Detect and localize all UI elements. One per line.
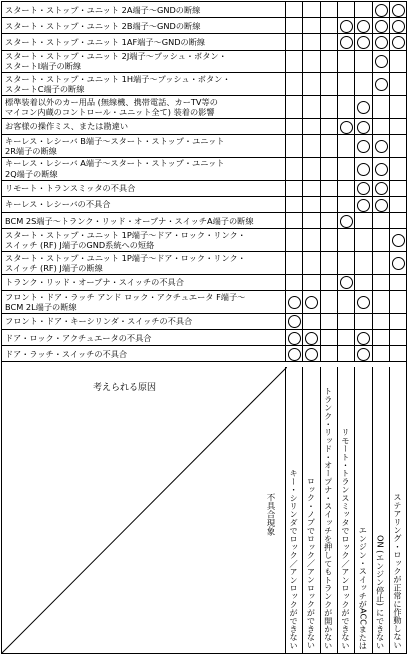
mark-cell <box>389 73 406 95</box>
mark-cell <box>372 314 389 329</box>
circle-mark-icon <box>392 234 405 247</box>
mark-cell <box>372 197 389 212</box>
cause-text-line: スタート・ストップ・ユニット 2A端子～GNDの断線 <box>5 4 201 15</box>
mark-cell <box>320 96 337 118</box>
circle-mark-icon <box>375 36 388 49</box>
cause-text-line: キーレス・レシーバ B端子～スタート・ストップ・ユニット <box>5 135 225 146</box>
mark-cell <box>302 346 319 361</box>
mark-cell <box>320 314 337 329</box>
mark-cell <box>372 135 389 157</box>
mark-cell <box>302 213 319 228</box>
mark-cell <box>389 18 406 33</box>
cause-text-line: 2R端子の断線 <box>5 146 57 157</box>
mark-cell <box>285 96 302 118</box>
symptom-column <box>354 367 371 653</box>
mark-cell <box>389 291 406 313</box>
mark-cell <box>354 96 371 118</box>
mark-cell <box>320 51 337 73</box>
mark-cell <box>372 34 389 49</box>
mark-cell <box>337 158 354 180</box>
cause-text <box>5 158 283 179</box>
cause-row <box>2 158 406 181</box>
mark-cell <box>354 34 371 49</box>
mark-cell <box>302 2 319 17</box>
circle-mark-icon <box>357 20 370 33</box>
mark-cell <box>302 252 319 274</box>
mark-cell <box>337 34 354 49</box>
mark-cell <box>337 330 354 345</box>
mark-cell <box>354 73 371 95</box>
cause-text <box>5 252 283 273</box>
cause-text-line: お客様の操作ミス、または勘違い <box>5 121 129 132</box>
mark-cell <box>320 197 337 212</box>
mark-cell <box>372 181 389 196</box>
circle-mark-icon <box>357 182 370 195</box>
mark-cell <box>372 252 389 274</box>
mark-cell <box>302 119 319 134</box>
cause-row <box>2 330 406 346</box>
circle-mark-icon <box>305 348 318 361</box>
circle-mark-icon <box>288 348 301 361</box>
symptom-column <box>285 367 302 653</box>
cause-row <box>2 275 406 291</box>
mark-cell <box>285 2 302 17</box>
cause-row <box>2 229 406 252</box>
mark-cell <box>389 158 406 180</box>
cause-row <box>2 96 406 119</box>
mark-cell <box>372 330 389 345</box>
mark-cell <box>285 346 302 361</box>
mark-cell <box>354 346 371 361</box>
circle-mark-icon <box>305 332 318 345</box>
symptom-label: ON (エンジン停止) にできない <box>375 534 386 649</box>
cause-text <box>5 314 283 327</box>
cause-text <box>5 291 283 312</box>
cause-row <box>2 213 406 229</box>
cause-text-line: スタート・ストップ・ユニット 1P端子～ドア・ロック・リンク・ <box>5 229 246 240</box>
mark-cell <box>285 18 302 33</box>
mark-cell <box>302 18 319 33</box>
mark-cell <box>337 73 354 95</box>
mark-cell <box>320 34 337 49</box>
cause-row <box>2 252 406 275</box>
circle-mark-icon <box>357 296 370 309</box>
mark-cell <box>354 135 371 157</box>
mark-cell <box>354 158 371 180</box>
circle-mark-icon <box>375 182 388 195</box>
mark-cell <box>285 275 302 290</box>
mark-cell <box>354 2 371 17</box>
mark-cell <box>354 291 371 313</box>
cause-row <box>2 291 406 314</box>
mark-cell <box>337 346 354 361</box>
mark-cell <box>285 291 302 313</box>
mark-cell <box>285 119 302 134</box>
mark-cell <box>372 229 389 251</box>
mark-cell <box>389 197 406 212</box>
mark-cell <box>302 197 319 212</box>
mark-cell <box>285 51 302 73</box>
cause-text-line: スタート・ストップ・ユニット 1AF端子～GNDの断線 <box>5 36 206 47</box>
cause-row <box>2 51 406 74</box>
mark-cell <box>320 158 337 180</box>
cause-text-line: キーレス・レシーバの不具合 <box>5 199 111 210</box>
cause-row <box>2 314 406 330</box>
circle-mark-icon <box>375 4 388 17</box>
cause-text-line: スタートⅠ端子の断線 <box>5 61 82 72</box>
mark-cell <box>302 96 319 118</box>
circle-mark-icon <box>375 20 388 33</box>
mark-cell <box>389 119 406 134</box>
mark-cell <box>302 330 319 345</box>
mark-cell <box>285 34 302 49</box>
circle-mark-icon <box>375 78 388 91</box>
mark-cell <box>285 158 302 180</box>
symptom-column <box>337 367 354 653</box>
mark-cell <box>337 291 354 313</box>
mark-cell <box>372 96 389 118</box>
mark-cell <box>320 2 337 17</box>
cause-text-line: スイッチ (RF) J端子の断線 <box>5 263 103 273</box>
mark-cell <box>372 291 389 313</box>
mark-cell <box>285 213 302 228</box>
mark-cell <box>337 197 354 212</box>
mark-cell <box>302 291 319 313</box>
cause-text-line: BCM 2S端子～トランク・リッド・オープナ・スイッチA端子の断線 <box>5 215 254 226</box>
mark-cell <box>302 135 319 157</box>
circle-mark-icon <box>392 36 405 49</box>
mark-cell <box>285 197 302 212</box>
mark-cell <box>320 135 337 157</box>
mark-cell <box>389 229 406 251</box>
mark-cell <box>337 314 354 329</box>
cause-text <box>5 51 283 72</box>
circle-mark-icon <box>357 121 370 134</box>
mark-cell <box>337 2 354 17</box>
cause-text <box>5 34 283 47</box>
circle-mark-icon <box>305 296 318 309</box>
mark-cell <box>337 181 354 196</box>
mark-cell <box>320 291 337 313</box>
mark-cell <box>354 213 371 228</box>
cause-text-line: スタート・ストップ・ユニット 2J端子～プッシュ・ボタン・ <box>5 51 227 62</box>
mark-cell <box>337 119 354 134</box>
cause-text <box>5 119 283 132</box>
circle-mark-icon <box>392 4 405 17</box>
circle-mark-icon <box>375 199 388 212</box>
cause-text <box>5 135 283 156</box>
cause-row <box>2 73 406 96</box>
mark-cell <box>372 346 389 361</box>
circle-mark-icon <box>340 20 353 33</box>
mark-cell <box>372 18 389 33</box>
cause-grid <box>2 2 406 362</box>
mark-cell <box>389 314 406 329</box>
symptom-label: トランク・リッド・オープナ・スイッチを押してもトランクが開かない <box>323 386 334 649</box>
cause-row <box>2 135 406 158</box>
circle-mark-icon <box>288 296 301 309</box>
cause-text <box>5 73 283 94</box>
mark-cell <box>337 229 354 251</box>
symptom-label: ロック・ノブでロック／アンロックができない <box>306 476 317 649</box>
mark-cell <box>337 213 354 228</box>
mark-cell <box>372 51 389 73</box>
mark-cell <box>372 213 389 228</box>
circle-mark-icon <box>357 163 370 176</box>
mark-cell <box>302 229 319 251</box>
circle-mark-icon <box>357 348 370 361</box>
symptom-column <box>372 367 389 653</box>
mark-cell <box>389 34 406 49</box>
mark-cell <box>302 158 319 180</box>
circle-mark-icon <box>340 215 353 228</box>
circle-mark-icon <box>357 332 370 345</box>
cause-text <box>5 330 283 343</box>
mark-cell <box>354 229 371 251</box>
circle-mark-icon <box>288 332 301 345</box>
mark-cell <box>389 135 406 157</box>
cause-text-line: スタート・ストップ・ユニット 1H端子～プッシュ・ボタン・ <box>5 73 231 84</box>
symptom-label: エンジン・スイッチがACCまたは <box>358 525 369 649</box>
mark-cell <box>372 119 389 134</box>
circle-mark-icon <box>357 199 370 212</box>
mark-cell <box>337 252 354 274</box>
cause-text-line: スイッチ (RF) J端子のGND系統への短絡 <box>5 240 155 251</box>
mark-cell <box>285 73 302 95</box>
cause-text <box>5 229 283 250</box>
mark-cell <box>389 96 406 118</box>
mark-cell <box>389 2 406 17</box>
mark-cell <box>354 119 371 134</box>
cause-text <box>5 275 283 288</box>
cause-row <box>2 197 406 213</box>
cause-text <box>5 197 283 210</box>
circle-mark-icon <box>340 276 353 289</box>
cause-text-line: ドア・ラッチ・スイッチの不具合 <box>5 348 128 359</box>
mark-cell <box>389 51 406 73</box>
mark-cell <box>320 229 337 251</box>
cause-text-line: 標準装着以外のカー用品 (無線機、携帯電話、カーTV等の <box>5 96 218 107</box>
mark-cell <box>320 181 337 196</box>
mark-cell <box>320 18 337 33</box>
cause-text-line: キーレス・レシーバ A端子～スタート・ストップ・ユニット <box>5 158 225 169</box>
circle-mark-icon <box>357 101 370 114</box>
mark-cell <box>302 314 319 329</box>
cause-text <box>5 18 283 31</box>
mark-cell <box>285 330 302 345</box>
cause-row <box>2 2 406 18</box>
mark-cell <box>302 51 319 73</box>
cause-text <box>5 2 283 15</box>
mark-cell <box>389 213 406 228</box>
cause-text-line: スタート・ストップ・ユニット 2B端子～GNDの断線 <box>5 20 201 31</box>
mark-cell <box>389 181 406 196</box>
mark-cell <box>337 18 354 33</box>
mark-cell <box>320 346 337 361</box>
cause-text-line: スタート・ストップ・ユニット 1P端子～ドア・ロック・リンク・ <box>5 252 246 263</box>
mark-cell <box>389 252 406 274</box>
mark-cell <box>372 275 389 290</box>
mark-cell <box>372 158 389 180</box>
troubleshooting-matrix <box>1 1 407 654</box>
cause-row <box>2 18 406 34</box>
mark-cell <box>302 34 319 49</box>
cause-row <box>2 34 406 50</box>
symptom-label: リモート・トランスミッタでロック／アンロックができない <box>341 427 352 649</box>
mark-cell <box>302 181 319 196</box>
mark-cell <box>285 229 302 251</box>
cause-row <box>2 119 406 135</box>
mark-cell <box>354 51 371 73</box>
mark-cell <box>337 96 354 118</box>
circle-mark-icon <box>375 163 388 176</box>
cause-text <box>5 213 283 226</box>
mark-cell <box>337 135 354 157</box>
circle-mark-icon <box>392 20 405 33</box>
cause-text-line: フロント・ドア・ラッチ アンド ロック・アクチュエータ F端子～ <box>5 291 246 302</box>
mark-cell <box>389 330 406 345</box>
cause-text-line: トランク・リッド・オープナ・スイッチの不具合 <box>5 277 184 288</box>
cause-row <box>2 181 406 197</box>
cause-text <box>5 96 283 117</box>
mark-cell <box>285 135 302 157</box>
mark-cell <box>320 275 337 290</box>
circle-mark-icon <box>375 140 388 153</box>
cause-header-label: 考えられる原因 <box>93 383 157 393</box>
cause-row <box>2 346 406 362</box>
mark-cell <box>320 119 337 134</box>
mark-cell <box>372 2 389 17</box>
mark-cell <box>389 346 406 361</box>
circle-mark-icon <box>357 140 370 153</box>
mark-cell <box>320 330 337 345</box>
symptom-header-label: 不具合現象 <box>265 493 275 536</box>
symptom-label: キー・シリンダでロック／アンロックができない <box>289 468 300 649</box>
circle-mark-icon <box>357 36 370 49</box>
mark-cell <box>389 275 406 290</box>
mark-cell <box>354 275 371 290</box>
cause-text-line: フロント・ドア・キーシリンダ・スイッチの不具合 <box>5 316 193 327</box>
cause-text <box>5 181 283 194</box>
cause-text-line: スタートC端子の断線 <box>5 84 85 95</box>
cause-text-line: BCM 2L端子の断線 <box>5 301 77 312</box>
mark-cell <box>320 213 337 228</box>
mark-cell <box>354 197 371 212</box>
mark-cell <box>354 252 371 274</box>
circle-mark-icon <box>340 121 353 134</box>
circle-mark-icon <box>288 315 301 328</box>
symptom-column <box>302 367 319 653</box>
circle-mark-icon <box>375 55 388 68</box>
mark-cell <box>320 73 337 95</box>
mark-cell <box>320 252 337 274</box>
symptom-label: ステアリング・ロックが正常に作動しない <box>392 493 403 649</box>
mark-cell <box>285 252 302 274</box>
cause-text-line: ドア・ロック・アクチュエータの不具合 <box>5 332 152 343</box>
cause-text-line: マイコン内蔵のコントロール・ユニット全て) 装着の影響 <box>5 107 215 118</box>
mark-cell <box>354 330 371 345</box>
mark-cell <box>354 18 371 33</box>
mark-cell <box>372 73 389 95</box>
circle-mark-icon <box>340 36 353 49</box>
cause-text-line: 2Q端子の断線 <box>5 168 58 179</box>
mark-cell <box>285 314 302 329</box>
diagonal-divider <box>2 367 287 653</box>
cause-text <box>5 346 283 359</box>
mark-cell <box>302 275 319 290</box>
mark-cell <box>354 314 371 329</box>
mark-cell <box>337 51 354 73</box>
symptom-column <box>389 367 406 653</box>
mark-cell <box>285 181 302 196</box>
cause-text-line: リモート・トランスミッタの不具合 <box>5 183 136 194</box>
symptom-column <box>320 367 337 653</box>
circle-mark-icon <box>392 257 405 270</box>
mark-cell <box>354 181 371 196</box>
mark-cell <box>302 73 319 95</box>
mark-cell <box>337 275 354 290</box>
